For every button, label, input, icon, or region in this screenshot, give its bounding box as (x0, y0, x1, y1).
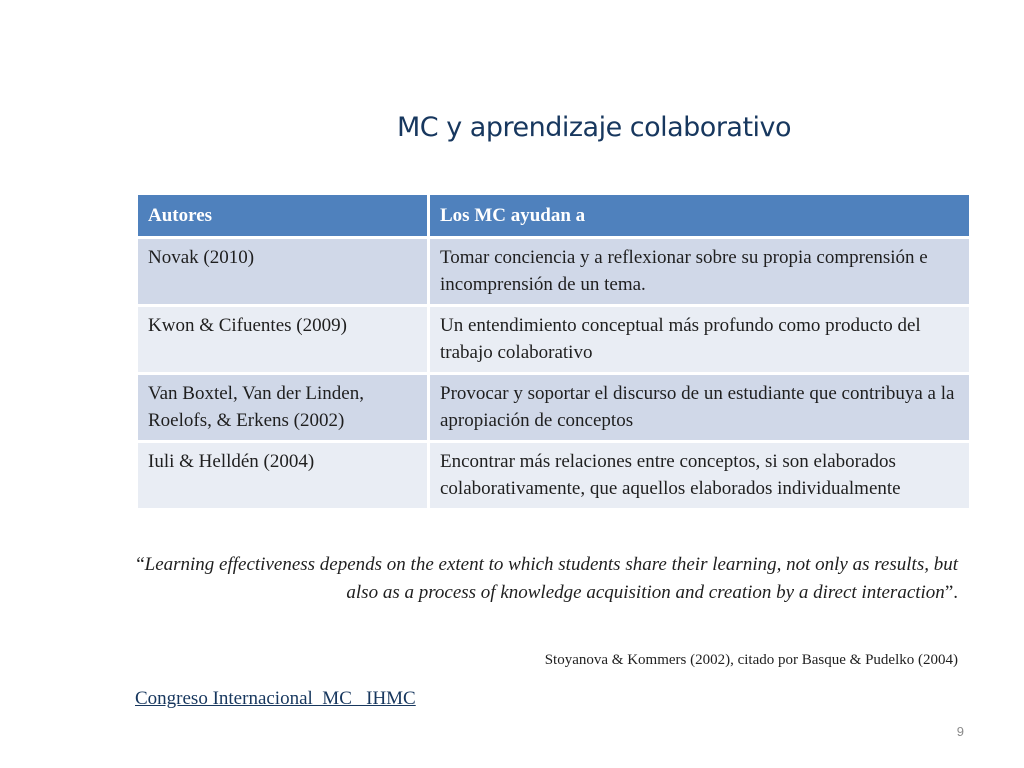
table-header-row (137, 194, 971, 238)
author-cell: Van Boxtel, Van der Linden, Roelofs, & Erkens (2002) (137, 374, 429, 442)
header-authors: Autores (137, 194, 429, 238)
congress-link[interactable]: Congreso Internacional MC IHMC (135, 688, 416, 709)
slide-title: MC y aprendizaje colaborativo (397, 112, 792, 143)
table-row (137, 306, 971, 374)
authors-table (135, 192, 972, 511)
contribution-cell: Un entendimiento conceptual más profundo como producto del trabajo colaborativo (429, 306, 971, 374)
quote-close-mark: ”. (944, 581, 958, 603)
quote-text: Learning effectiveness depends on the extent to which students share their learning, not only as results, but also as a process of knowledge acquisition and creation by a direct interaction (144, 554, 958, 603)
contribution-cell: Encontrar más relaciones entre conceptos, si son elaborados colaborativamente, que aquellos elaborados individualmente (429, 442, 971, 510)
author-cell: Novak (2010) (137, 238, 429, 306)
author-cell: Kwon & Cifuentes (2009) (137, 306, 429, 374)
quote-block (135, 551, 958, 606)
quote-open-mark: “ (136, 554, 145, 575)
quote-citation: Stoyanova & Kommers (2002), citado por Basque & Pudelko (2004) (544, 652, 958, 668)
author-cell: Iuli & Helldén (2004) (137, 442, 429, 510)
page-number: 9 (956, 724, 964, 739)
table-row (137, 238, 971, 306)
table-row (137, 442, 971, 510)
contribution-cell: Provocar y soportar el discurso de un estudiante que contribuya a la apropiación de conceptos (429, 374, 971, 442)
contribution-cell: Tomar conciencia y a reflexionar sobre su propia comprensión e incomprensión de un tema. (429, 238, 971, 306)
table-row (137, 374, 971, 442)
header-mc-help: Los MC ayudan a (429, 194, 971, 238)
